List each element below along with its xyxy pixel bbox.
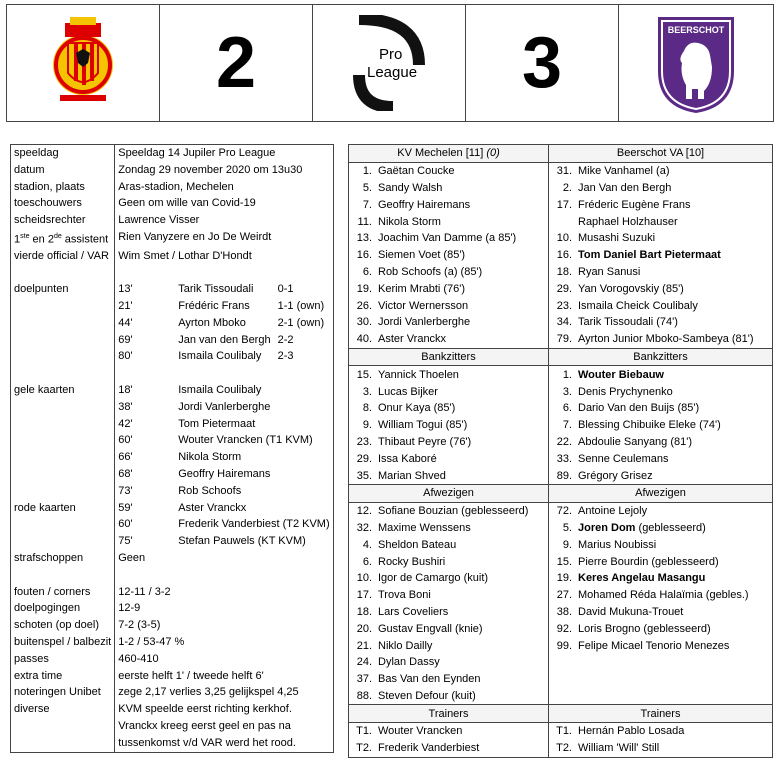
- home-player: [349, 520, 549, 537]
- player-number: 16.: [556, 249, 572, 262]
- yellow-card-event: 38' Jordi Vanlerberghe: [115, 399, 333, 416]
- player-name: Pierre Bourdin (geblesseerd): [578, 555, 719, 568]
- player-name: Steven Defour (kuit): [378, 689, 476, 702]
- lineup-table: [348, 144, 773, 758]
- player-number: 3.: [362, 385, 372, 398]
- goal-event: 21' Frédéric Frans 1-1 (own): [115, 298, 333, 315]
- lineup-row: [349, 383, 773, 400]
- info-row: [11, 212, 334, 229]
- player-name: Senne Ceulemans: [578, 452, 669, 465]
- player-name: Rocky Bushiri: [378, 555, 446, 568]
- player-number: 23.: [556, 299, 572, 312]
- away-player: [549, 467, 773, 484]
- info-value: 460-410: [115, 651, 333, 668]
- home-player: [349, 314, 549, 331]
- away-player: [549, 417, 773, 434]
- away-player: [549, 247, 773, 264]
- home-player: [349, 570, 549, 587]
- player-number: 3.: [562, 385, 572, 398]
- home-player: [349, 196, 549, 213]
- player-number: 6.: [362, 265, 372, 278]
- player-name: William Togui (85'): [378, 419, 468, 432]
- lineup-row: [349, 213, 773, 230]
- pro-league-logo-line2: League: [367, 64, 418, 81]
- player-name: Kerim Mrabti (76'): [378, 282, 466, 295]
- player-number: 1.: [562, 368, 572, 381]
- match-info-table: [10, 144, 334, 753]
- player-name: Lars Coveliers: [378, 605, 449, 618]
- info-row: [11, 145, 334, 162]
- lineup-row: [349, 280, 773, 297]
- away-player: [549, 331, 773, 348]
- info-label: toeschouwers: [11, 195, 115, 212]
- info-value: Speeldag 14 Jupiler Pro League: [115, 145, 333, 162]
- player-number: 6.: [362, 555, 372, 568]
- goal-event: 69' Jan van den Bergh 2-2: [115, 332, 333, 349]
- info-value: 7-2 (3-5): [115, 617, 333, 634]
- home-player: [349, 604, 549, 621]
- info-label: buitenspel / balbezit: [11, 634, 115, 651]
- player-name: Marian Shved: [378, 469, 446, 482]
- player-number: 5.: [362, 181, 372, 194]
- info-row: [11, 195, 334, 212]
- player-number: 13.: [356, 232, 372, 245]
- absent-heading: Afwezigen: [549, 484, 773, 502]
- bench-heading: Bankzitters: [349, 348, 549, 366]
- kv-mechelen-crest-icon: [48, 13, 118, 113]
- lineup-row: [349, 587, 773, 604]
- player-number: 31.: [556, 165, 572, 178]
- player-number: T2.: [356, 742, 372, 755]
- player-name: Blessing Chibuike Eleke (74'): [578, 419, 721, 432]
- player-number: 88.: [356, 689, 372, 702]
- yellow-card-event: 42' Tom Pietermaat: [115, 416, 333, 433]
- player-number: 79.: [556, 333, 572, 346]
- info-value: Geen: [115, 550, 333, 567]
- player-name: Tom Daniel Bart Pietermaat: [578, 249, 721, 262]
- player-number: 37.: [356, 673, 372, 686]
- player-number: 29.: [556, 282, 572, 295]
- away-player: [549, 314, 773, 331]
- info-label: rode kaarten: [11, 500, 115, 517]
- away-player: [549, 620, 773, 637]
- lineup-row: [349, 180, 773, 197]
- player-name: Dylan Dassy: [378, 656, 440, 669]
- info-row: [11, 248, 334, 265]
- player-number: 15.: [356, 368, 372, 381]
- player-number: 12.: [356, 505, 372, 518]
- lineup-row: [349, 417, 773, 434]
- lineup-row: [349, 688, 773, 705]
- away-player: [549, 604, 773, 621]
- red-card-event: 60' Frederik Vanderbiest (T2 KVM): [115, 516, 333, 533]
- lineup-row: [349, 196, 773, 213]
- info-label: vierde official / VAR: [11, 248, 115, 265]
- lineup-row: [349, 553, 773, 570]
- player-number: 33.: [556, 452, 572, 465]
- home-player: [349, 467, 549, 484]
- player-number: 11.: [357, 215, 372, 228]
- info-label: stadion, plaats: [11, 179, 115, 196]
- lineup-row: [349, 467, 773, 484]
- info-value: zege 2,17 verlies 3,25 gelijkspel 4,25: [115, 684, 333, 701]
- away-player: [549, 450, 773, 467]
- beerschot-crest-text: BEERSCHOT: [667, 25, 725, 35]
- away-logo-cell: [619, 5, 773, 121]
- player-name: Musashi Suzuki: [578, 232, 656, 245]
- lineup-row: [349, 264, 773, 281]
- player-number: 32.: [356, 521, 372, 534]
- info-value: 12-11 / 3-2: [115, 584, 333, 601]
- away-player: [549, 553, 773, 570]
- home-player: [349, 502, 549, 519]
- away-player: [549, 196, 773, 213]
- info-row-goals: [11, 281, 334, 298]
- player-number: T1.: [356, 725, 372, 738]
- player-name: Nikola Storm: [378, 215, 441, 228]
- player-name: Victor Wernersson: [378, 299, 469, 312]
- goal-event: 80' Ismaila Coulibaly 2-3: [115, 348, 333, 365]
- lineup-row: [349, 723, 773, 740]
- lineup-row: [349, 162, 773, 179]
- player-number: 8.: [362, 402, 372, 415]
- away-player: [549, 570, 773, 587]
- player-name: Jordi Vanlerberghe: [378, 316, 471, 329]
- player-name: Frederik Vanderbiest: [378, 742, 480, 755]
- player-number: 4.: [362, 538, 372, 551]
- home-player: [349, 417, 549, 434]
- player-name: Loris Brogno (geblesseerd): [578, 622, 711, 635]
- lineup-row: [349, 230, 773, 247]
- home-player: [349, 434, 549, 451]
- match-header: [6, 4, 774, 122]
- info-label: noteringen Unibet: [11, 684, 115, 701]
- player-number: 17.: [556, 198, 572, 211]
- player-name: William 'Will' Still: [578, 742, 660, 755]
- player-number: T2.: [556, 742, 572, 755]
- player-number: 29.: [356, 452, 372, 465]
- away-player: [549, 536, 773, 553]
- away-player: [549, 280, 773, 297]
- beerschot-crest-icon: [654, 11, 738, 115]
- away-player: [549, 671, 773, 688]
- player-number: 10.: [556, 232, 572, 245]
- player-number: 92.: [556, 622, 572, 635]
- lineup-row: [349, 604, 773, 621]
- info-row: [11, 162, 334, 179]
- player-name: Igor de Camargo (kuit): [378, 572, 489, 585]
- away-score-cell: [466, 5, 619, 121]
- lineup-row: [349, 671, 773, 688]
- player-name: Marius Noubissi: [578, 538, 657, 551]
- info-label: extra time: [11, 668, 115, 685]
- pro-league-logo-line1: Pro: [379, 46, 403, 63]
- player-name: Antoine Lejoly: [578, 505, 648, 518]
- player-number: 34.: [556, 316, 572, 329]
- home-logo-cell: [7, 5, 160, 121]
- player-name: David Mukuna-Trouet: [578, 605, 684, 618]
- info-row: [11, 179, 334, 196]
- info-label: fouten / corners: [11, 584, 115, 601]
- home-player: [349, 297, 549, 314]
- yellow-card-event: 68' Geoffry Hairemans: [115, 466, 333, 483]
- player-name: Raphael Holzhauser: [578, 215, 678, 228]
- player-number: 2.: [562, 181, 572, 194]
- lineup-row: [349, 400, 773, 417]
- player-number: 17.: [356, 589, 372, 602]
- lineup-row: [349, 502, 773, 519]
- league-logo-cell: [313, 5, 466, 121]
- player-name: Sandy Walsh: [378, 181, 443, 194]
- trainers-heading: Trainers: [349, 705, 549, 723]
- info-value: 1-2 / 53-47 %: [115, 634, 333, 651]
- player-number: 89.: [556, 469, 572, 482]
- player-number: 21.: [356, 639, 372, 652]
- player-name: Gaëtan Coucke: [378, 165, 455, 178]
- player-note: (geblesseerd): [635, 521, 706, 534]
- player-name: Aster Vranckx: [378, 333, 447, 346]
- player-number: 24.: [356, 656, 372, 669]
- info-value: Aras-stadion, Mechelen: [115, 179, 333, 196]
- away-player: [549, 654, 773, 671]
- player-name: Ryan Sanusi: [578, 265, 641, 278]
- player-name: Rob Schoofs (a) (85'): [378, 265, 483, 278]
- player-name: Joren Dom: [578, 521, 636, 534]
- player-name: Hernán Pablo Losada: [578, 725, 685, 738]
- player-number: 19.: [356, 282, 372, 295]
- info-label: scheidsrechter: [11, 212, 115, 229]
- player-number: 6.: [562, 402, 572, 415]
- player-name: Keres Angelau Masangu: [578, 572, 706, 585]
- player-name: Dario Van den Buijs (85'): [578, 402, 700, 415]
- player-name: Joachim Van Damme (a 85'): [378, 232, 517, 245]
- away-player: [549, 180, 773, 197]
- player-number: 9.: [562, 538, 572, 551]
- home-player: [349, 620, 549, 637]
- player-name: Thibaut Peyre (76'): [378, 435, 472, 448]
- player-name: Bas Van den Eynden: [378, 673, 481, 686]
- away-player: [549, 230, 773, 247]
- lineup-row: [349, 331, 773, 348]
- home-player: [349, 637, 549, 654]
- yellow-card-event: 18' Ismaila Coulibaly: [115, 382, 333, 399]
- lineup-row: [349, 366, 773, 383]
- player-name: Yan Vorogovskiy (85'): [578, 282, 684, 295]
- player-name: Denis Prychynenko: [578, 385, 673, 398]
- player-number: 7.: [562, 419, 572, 432]
- player-name: Siemen Voet (85'): [378, 249, 466, 262]
- home-player: [349, 247, 549, 264]
- pro-league-logo-icon: [349, 15, 429, 111]
- home-player: [349, 383, 549, 400]
- away-score: 3: [521, 23, 563, 103]
- info-value: Wim Smet / Lothar D'Hondt: [115, 248, 333, 265]
- info-label: 1ste en 2de assistent: [11, 229, 115, 248]
- player-name: Niklo Dailly: [378, 639, 433, 652]
- home-player: [349, 587, 549, 604]
- player-number: 23.: [356, 435, 372, 448]
- home-score: 2: [215, 23, 257, 103]
- info-label: strafschoppen: [11, 550, 115, 567]
- player-name: Onur Kaya (85'): [378, 402, 456, 415]
- away-player: [549, 520, 773, 537]
- lineup-row: [349, 536, 773, 553]
- player-name: Maxime Wenssens: [378, 521, 471, 534]
- goal-event: 13' Tarik Tissoudali 0-1: [115, 281, 333, 298]
- goal-event: 44' Ayrton Mboko 2-1 (own): [115, 315, 333, 332]
- yellow-card-event: 66' Nikola Storm: [115, 449, 333, 466]
- info-row: [11, 229, 334, 248]
- info-value: Rien Vanyzere en Jo De Weirdt: [115, 229, 333, 248]
- lineup-row: [349, 520, 773, 537]
- player-name: Trova Boni: [378, 589, 431, 602]
- info-value: KVM speelde eerst richting kerkhof.: [115, 701, 333, 718]
- absent-heading: Afwezigen: [349, 484, 549, 502]
- info-label: speeldag: [11, 145, 115, 162]
- player-name: Grégory Grisez: [578, 469, 653, 482]
- player-name: Geoffry Hairemans: [378, 198, 471, 211]
- trainers-heading: Trainers: [549, 705, 773, 723]
- away-player: [549, 688, 773, 705]
- info-label: datum: [11, 162, 115, 179]
- player-name: Lucas Bijker: [378, 385, 438, 398]
- player-number: 1.: [362, 165, 372, 178]
- player-name: Sheldon Bateau: [378, 538, 457, 551]
- home-player: [349, 331, 549, 348]
- away-player: [549, 383, 773, 400]
- away-player: [549, 366, 773, 383]
- info-label: doelpunten: [11, 281, 115, 298]
- home-player: [349, 230, 549, 247]
- player-number: 5.: [562, 521, 572, 534]
- away-player: [549, 723, 773, 740]
- info-label: gele kaarten: [11, 382, 115, 399]
- player-number: 20.: [356, 622, 372, 635]
- home-player: [349, 688, 549, 705]
- red-card-event: 75' Stefan Pauwels (KT KVM): [115, 533, 333, 550]
- away-player: [549, 213, 773, 230]
- bench-heading: Bankzitters: [549, 348, 773, 366]
- player-number: 30.: [356, 316, 372, 329]
- player-number: 35.: [356, 469, 372, 482]
- player-name: Wouter Biebauw: [578, 368, 664, 381]
- info-value: Zondag 29 november 2020 om 13u30: [115, 162, 333, 179]
- player-number: 15.: [556, 555, 572, 568]
- player-number: 9.: [362, 419, 372, 432]
- home-player: [349, 162, 549, 179]
- home-player: [349, 450, 549, 467]
- player-name: Sofiane Bouzian (geblesseerd): [378, 505, 529, 518]
- info-value: Lawrence Visser: [115, 212, 333, 229]
- home-player: [349, 723, 549, 740]
- home-player: [349, 264, 549, 281]
- red-card-event: 59' Aster Vranckx: [115, 500, 333, 517]
- yellow-card-event: 73' Rob Schoofs: [115, 483, 333, 500]
- player-number: 38.: [556, 605, 572, 618]
- player-name: Fréderic Eugène Frans: [578, 198, 691, 211]
- player-number: 99.: [556, 639, 572, 652]
- info-value: eerste helft 1' / tweede helft 6': [115, 668, 333, 685]
- player-name: Yannick Thoelen: [378, 368, 459, 381]
- away-player: [549, 502, 773, 519]
- lineup-row: [349, 450, 773, 467]
- info-label: diverse: [11, 701, 115, 718]
- lineup-row: [349, 637, 773, 654]
- player-number: T1.: [556, 725, 572, 738]
- away-player: [549, 434, 773, 451]
- home-score-cell: [160, 5, 313, 121]
- home-team-heading: KV Mechelen [11] (0): [349, 145, 549, 163]
- player-number: 40.: [356, 333, 372, 346]
- player-name: Mohamed Réda Halaïmia (gebles.): [578, 589, 749, 602]
- lineup-row: [349, 654, 773, 671]
- away-team-heading: Beerschot VA [10]: [549, 145, 773, 163]
- player-name: Abdoulie Sanyang (81'): [578, 435, 693, 448]
- home-player: [349, 180, 549, 197]
- home-player: [349, 654, 549, 671]
- lineup-row: [349, 247, 773, 264]
- away-player: [549, 637, 773, 654]
- home-player: [349, 280, 549, 297]
- player-number: 16.: [356, 249, 372, 262]
- player-number: 7.: [362, 198, 372, 211]
- player-number: 72.: [556, 505, 572, 518]
- home-player: [349, 213, 549, 230]
- lineup-row: [349, 434, 773, 451]
- away-player: [549, 587, 773, 604]
- player-name: Jan Van den Bergh: [578, 181, 672, 194]
- lineup-row: [349, 314, 773, 331]
- lineup-row: [349, 297, 773, 314]
- player-name: Felipe Micael Tenorio Menezes: [578, 639, 730, 652]
- away-player: [549, 297, 773, 314]
- away-player: [549, 162, 773, 179]
- player-name: Issa Kaboré: [378, 452, 437, 465]
- home-player: [349, 366, 549, 383]
- lineup-row: [349, 620, 773, 637]
- info-label: passes: [11, 651, 115, 668]
- info-value: Vranckx kreeg eerst geel en pas na: [115, 718, 333, 735]
- info-value: Geen om wille van Covid-19: [115, 195, 333, 212]
- player-name: Wouter Vrancken: [378, 725, 463, 738]
- home-player: [349, 553, 549, 570]
- home-player: [349, 536, 549, 553]
- player-name: Ismaila Cheick Coulibaly: [578, 299, 698, 312]
- yellow-card-event: 60' Wouter Vrancken (T1 KVM): [115, 432, 333, 449]
- info-label: doelpogingen: [11, 600, 115, 617]
- info-value: 12-9: [115, 600, 333, 617]
- player-name: Gustav Engvall (knie): [378, 622, 483, 635]
- player-number: 22.: [556, 435, 572, 448]
- home-player: [349, 400, 549, 417]
- player-number: 27.: [556, 589, 572, 602]
- lineup-row: [349, 570, 773, 587]
- player-number: 18.: [556, 265, 572, 278]
- away-player: [549, 264, 773, 281]
- player-name: Ayrton Junior Mboko-Sambeya (81'): [578, 333, 754, 346]
- info-label: schoten (op doel): [11, 617, 115, 634]
- player-name: Tarik Tissoudali (74'): [578, 316, 678, 329]
- player-name: Mike Vanhamel (a): [578, 165, 670, 178]
- info-value: tussenkomst v/d VAR werd het rood.: [115, 735, 333, 752]
- home-player: [349, 671, 549, 688]
- player-number: 18.: [356, 605, 372, 618]
- player-number: 19.: [556, 572, 572, 585]
- player-number: 26.: [356, 299, 372, 312]
- player-number: 10.: [356, 572, 372, 585]
- away-player: [549, 400, 773, 417]
